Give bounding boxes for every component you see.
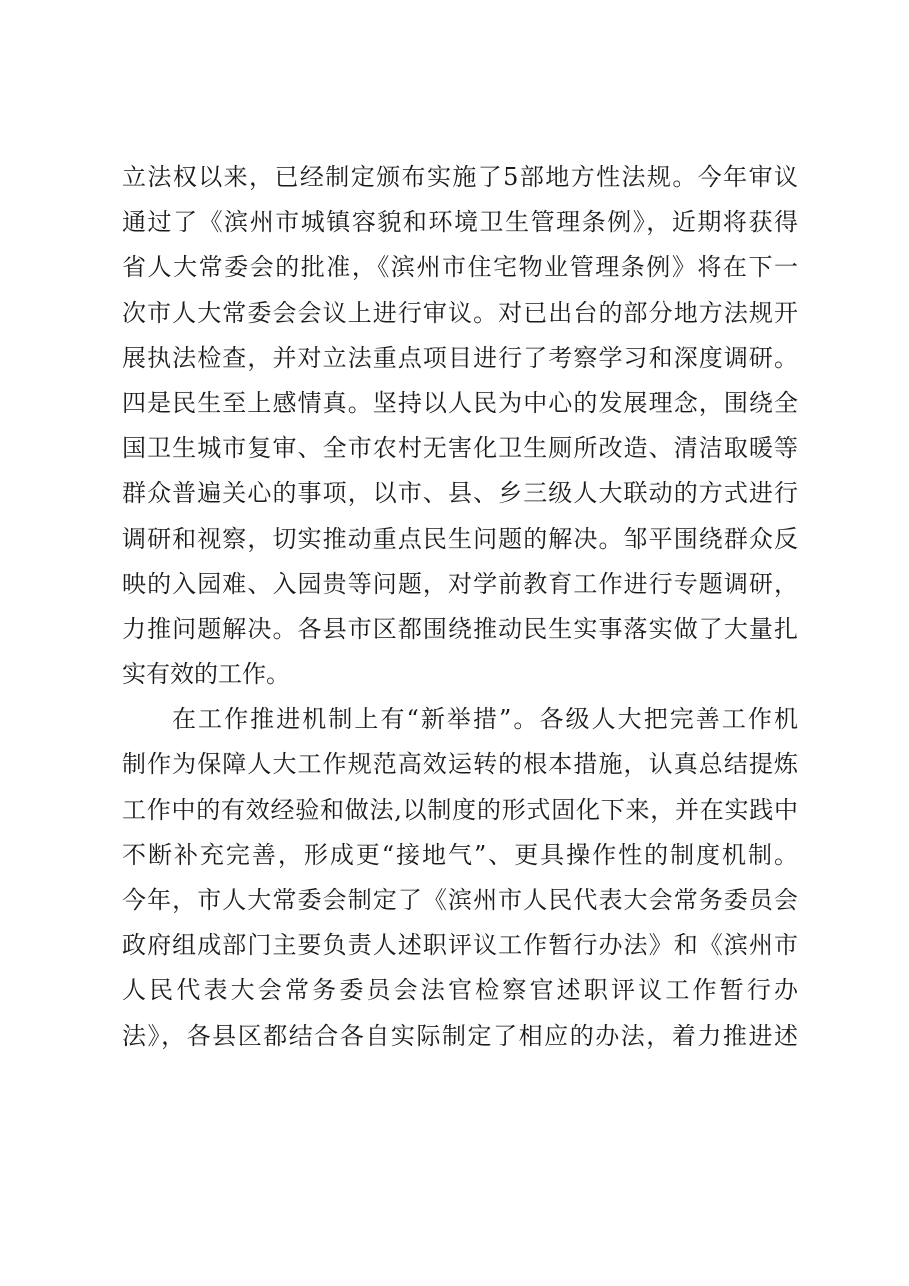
text-line: 四是民生至上感情真。坚持以人民为中心的发展理念，围绕全 xyxy=(122,388,798,417)
text-line: 法》，各县区都结合各自实际制定了相应的办法，着力推进述 xyxy=(122,1021,798,1050)
text-line: 人民代表大会常务委员会法官检察官述职评议工作暂行办 xyxy=(122,976,798,1005)
text-line: 群众普遍关心的事项，以市、县、乡三级人大联动的方式进行 xyxy=(122,479,798,508)
text-line: 实有效的工作。 xyxy=(122,660,290,689)
text-line: 在工作推进机制上有“新举措”。各级人大把完善工作机 xyxy=(172,705,798,734)
text-line: 展执法检查，并对立法重点项目进行了考察学习和深度调研。 xyxy=(122,343,798,372)
text-line: 通过了《滨州市城镇容貌和环境卫生管理条例》，近期将获得 xyxy=(122,208,798,237)
text-line: 映的入园难、入园贵等问题，对学前教育工作进行专题调研， xyxy=(122,569,798,598)
text-line: 立法权以来，已经制定颁布实施了5部地方性法规。今年审议 xyxy=(122,163,798,191)
text-line: 工作中的有效经验和做法,以制度的形式固化下来，并在实践中 xyxy=(122,795,798,824)
text-line: 不断补充完善，形成更“接地气”、更具操作性的制度机制。 xyxy=(122,840,798,869)
text-line: 制作为保障人大工作规范高效运转的根本措施，认真总结提炼 xyxy=(122,750,798,779)
body-text xyxy=(122,155,798,1059)
text-line: 国卫生城市复审、全市农村无害化卫生厕所改造、清洁取暖等 xyxy=(122,434,798,463)
text-line: 力推问题解决。各县市区都围绕推动民生实事落实做了大量扎 xyxy=(122,614,798,643)
text-line: 今年，市人大常委会制定了《滨州市人民代表大会常务委员会 xyxy=(122,886,798,914)
text-line: 次市人大常委会会议上进行审议。对已出台的部分地方法规开 xyxy=(122,298,798,327)
text-line: 政府组成部门主要负责人述职评议工作暂行办法》和《滨州市 xyxy=(122,931,798,960)
text-line: 调研和视察，切实推动重点民生问题的解决。邹平围绕群众反 xyxy=(122,524,798,553)
text-line: 省人大常委会的批准，《滨州市住宅物业管理条例》将在下一 xyxy=(122,253,798,282)
